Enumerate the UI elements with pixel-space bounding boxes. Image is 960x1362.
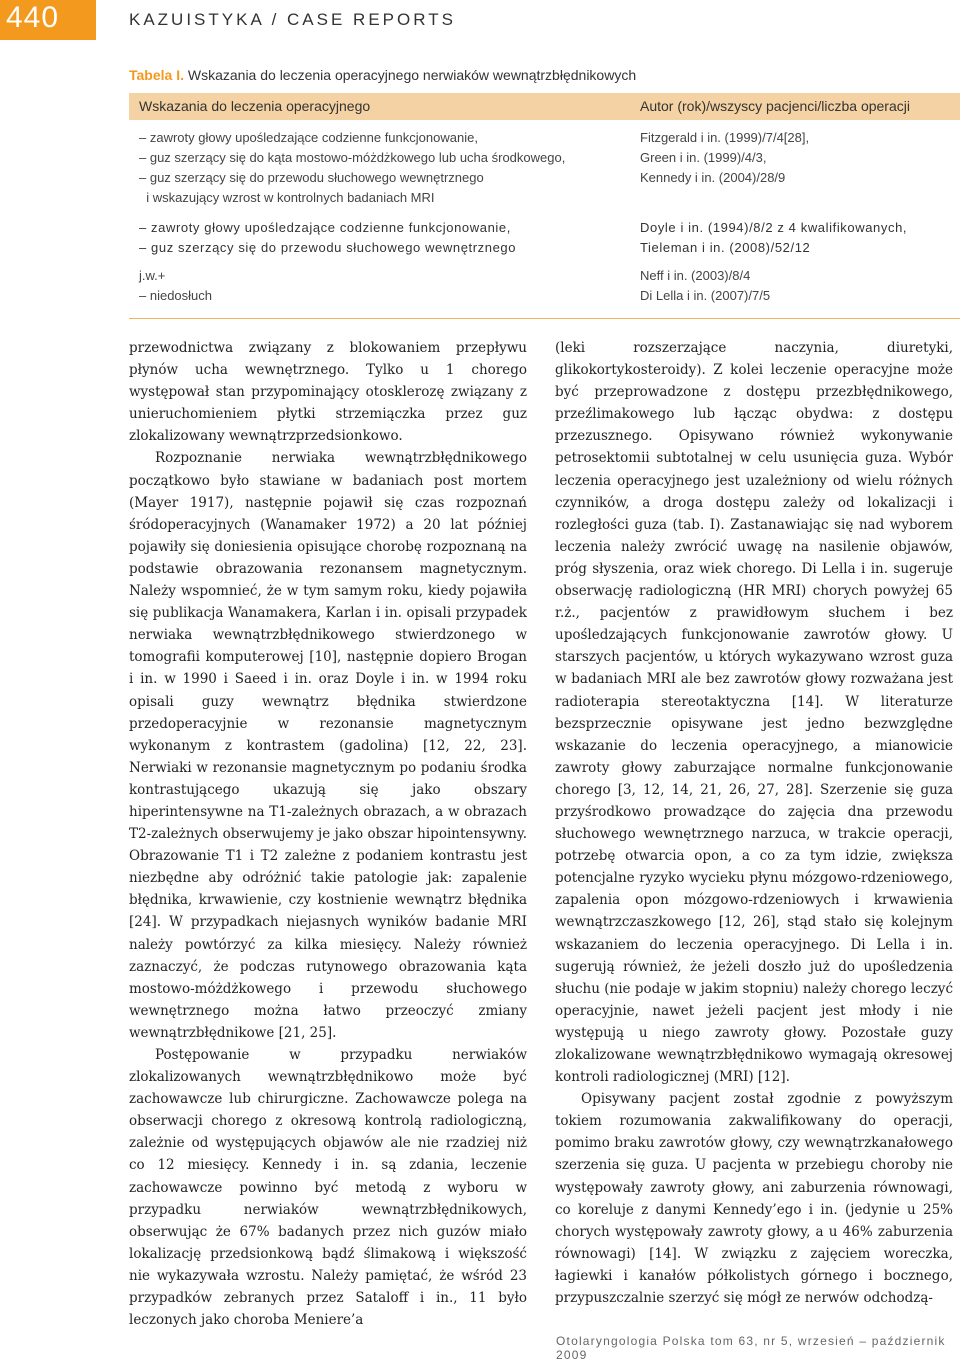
table-caption [129,67,636,83]
table-cell-line: j.w.+ [139,268,166,283]
table-row-2-indications [139,218,516,258]
table-cell-line: – guz szerzący się do przewodu słuchowego wewnętrznego [139,170,484,185]
table-caption-text: Wskazania do leczenia operacyjnego nerwiaków wewnątrzbłędnikowych [187,67,637,83]
table-row-3-indications [139,266,212,306]
page-number-box [0,0,96,40]
table-cell-line: Tieleman i in. (2008)/52/12 [640,240,811,255]
journal-footer: Otolaryngologia Polska tom 63, nr 5, wrzesień – październik 2009 [556,1334,946,1362]
table-cell-line: Kennedy i in. (2004)/28/9 [640,170,786,185]
paragraph: przewodnictwa związany z blokowaniem przepływu płynów ucha wewnętrznego. Tylko u 1 chorego występował stan przypominający otosklerozę związany z unieruchomieniem płytki strzemiączka przez guz zlokalizowany wewnątrzprzedsionkowo. [129,340,527,445]
table-cell-line: Green i in. (1999)/4/3, [640,150,767,165]
paragraph: Rozpoznanie nerwiaka wewnątrzbłędnikowego początkowo było stawiane w badaniach post mortem (Mayer 1917), następnie pojawił się czas rozpoznań śródoperacyjnych (Wanamaker 1972) a 20 lat później pojawiły się doniesienia opisujące chorobę rozpoznaną na podstawie obrazowania rezonansem magnetycznym. Należy wspomnieć, że w tym samym roku, kiedy pojawiła się publikacja Wanamakera, Karlan i in. opisali przypadek nerwiaka wewnątrzbłędnikowego stwierdzonego w tomografii komputerowej [10], następnie dopiero Brogan i in. w 1990 i Saeed i in. oraz Doyle i in. w 1994 roku opisali guzy wewnątrz błędnika stwierdzone przedoperacyjnie w rezonansie magnetycznym wykonanym z kontrastem (gadolina) [12, 22, 23]. Nerwiaki w rezonansie magnetycznym po podaniu środka kontrastującego ukazują się jako obszary hiperintensywne na T1-zależnych obrazach, a w obrazach T2-zależnych obserwujemy je jako obszar hipointensywny. Obrazowanie T1 i T2 zależne z podaniem kontrastu jest niezbędne aby odróżnić takie patologie jak: zapalenie błędnika, krwawienie, czy kostnienie wewnątrz błędnika [24]. W przypadkach niejasnych wyników badanie MRI należy powtórzyć za kilka miesięcy. Należy również zaznaczyć, że podczas rutynowego obrazowania kąta mostowo-móżdżkowego i przewodu słuchowego wewnętrznego można łatwo przeoczyć zmiany wewnątrzbłędnikowe [21, 25]. [129,450,527,1041]
table-cell-line: Doyle i in. (1994)/8/2 z 4 kwalifikowanych, [640,220,908,235]
table-cell-line: – guz szerzący się do kąta mostowo-móżdżkowego lub ucha środkowego, [139,150,566,165]
table-cell-line: – zawroty głowy upośledzające codzienne funkcjonowanie, [139,130,478,145]
table-cell-line: Fitzgerald i in. (1999)/7/4[28], [640,130,810,145]
table-cell-line: – niedosłuch [139,288,212,303]
table-col-header-indications: Wskazania do leczenia operacyjnego [139,98,371,114]
table-col-header-authors: Autor (rok)/wszyscy pacjenci/liczba operacji [640,98,910,114]
paragraph: Opisywany pacjent został zgodnie z powyższym tokiem rozumowania zakwalifikowany do operacji, pomimo braku zawrotów głowy, czy wewnątrzkanałowego szerzenia się guza. U pacjenta w przebiegu choroby nie występowały zawroty głowy, ani zaburzenia równowagi, co koreluje z danymi Kennedy’ego i in. (jedynie u 25% chorych występowały zawroty głowy, a u 46% zaburzenia równowagi) [14]. W związku z zajęciem woreczka, łagiewki i kanałów półkolistych górnego i bocznego, przypuszczalnie szerzyć się mógł ze nerwów odchodzą- [555,1091,953,1307]
page-number: 440 [6,1,60,34]
table-row-1-authors [640,128,809,188]
table-header-row [129,93,960,120]
table-label: Tabela I. [129,67,184,83]
table-cell-line: i wskazujący wzrost w kontrolnych badaniach MRI [139,190,435,205]
table-cell-line: – guz szerzący się do przewodu słuchowego wewnętrznego [139,240,517,255]
section-title: KAZUISTYKA / CASE REPORTS [129,10,456,29]
paragraph: Postępowanie w przypadku nerwiaków zlokalizowanych wewnątrzbłędnikowo może być zachowawcze lub chirurgiczne. Zachowawcze polega na obserwacji chorego z okresową kontrolą radiologiczną, zależnie od występujących objawów ale nie rzadziej niż co 12 miesięcy. Kennedy i in. są zdania, leczenie zachowawcze powinno być metodą z wyboru w przypadku nerwiaków wewnątrzbłędnikowych, obserwując że 67% badanych przez nich guzów miało lokalizację przedsionkową bądź ślimakową i większość nie wykazywała wzrostu. Należy pamiętać, że wśród 23 przypadków zebranych przez Sataloff i in., 11 było leczonych jako choroba Meniere’a [129,1047,527,1329]
table-cell-line: Neff i in. (2003)/8/4 [640,268,751,283]
table-cell-line: – zawroty głowy upośledzające codzienne funkcjonowanie, [139,220,511,235]
table-row-2-authors [640,218,907,258]
table-cell-line: Di Lella i in. (2007)/7/5 [640,288,771,303]
table-row-3-authors [640,266,770,306]
table-bottom-rule [129,318,960,319]
body-column-right [555,337,953,1309]
table-row-1-indications [139,128,565,208]
body-column-left [129,337,527,1331]
paragraph: (leki rozszerzające naczynia, diuretyki, glikokortykosteroidy). Z kolei leczenie operacyjne może być przeprowadzone z dostępu przezbłędnikowego, przeźlimakowego lub łącząc obydwa: z dostępu przezusznego. Opisywano również wykonywanie petrosektomii subtotalnej w celu usunięcia guza. Wybór leczenia operacyjnego jest uzależniony od wielu różnych czynników, a droga dostępu zależy od lokalizacji i rozległości guza (tab. I). Zastanawiając się nad wyborem leczenia należy zwrócić uwagę na nasilenie objawów, próg słyszenia, oraz wiek chorego. Di Lella i in. sugeruje obserwację radiologiczną (HR MRI) chorych powyżej 65 r.ż., pacjentów z prawidłowym słuchem i bez upośledzających funkcjonowanie zawrotów głowy. U starszych pacjentów, u których wykazywano wzrost guza w badaniach MRI ale bez zawrotów głowy rozważana jest radioterapia stereotaktyczna [14]. W literaturze bezsprzecznie opisywane jest jedno bezwzględne wskazanie do leczenia operacyjnego, a mianowicie zawroty głowy zaburzające normalne funkcjonowanie chorego [3, 12, 14, 21, 26, 27, 28]. Szerzenie się guza przyśrodkowo prowadzące do zajęcia dna przewodu słuchowego wewnętrznego narzuca, w trakcie operacji, potrzebę otwarcia opon, a co za tym idzie, zwiększa potencjalne ryzyko wycieku płynu mózgowo-rdzeniowego, zapalenia opon mózgowo-rdzeniowych i krwawienia wewnątrzczaszkowego [12, 26], stąd stało się kolejnym wskazaniem do leczenia operacyjnego. Di Lella i in. sugerują również, że jeżeli doszło już do upośledzenia słuchu (nie podaje w jakim stopniu) należy chorego leczyć operacyjnie, nawet jeżeli pacjent jest młody i nie występują u niego zawroty głowy. Pozostałe guzy zlokalizowane wewnątrzbłędnikowo wymagają okresowej kontroli radiologicznej (MRI) [12]. [555,340,953,1086]
